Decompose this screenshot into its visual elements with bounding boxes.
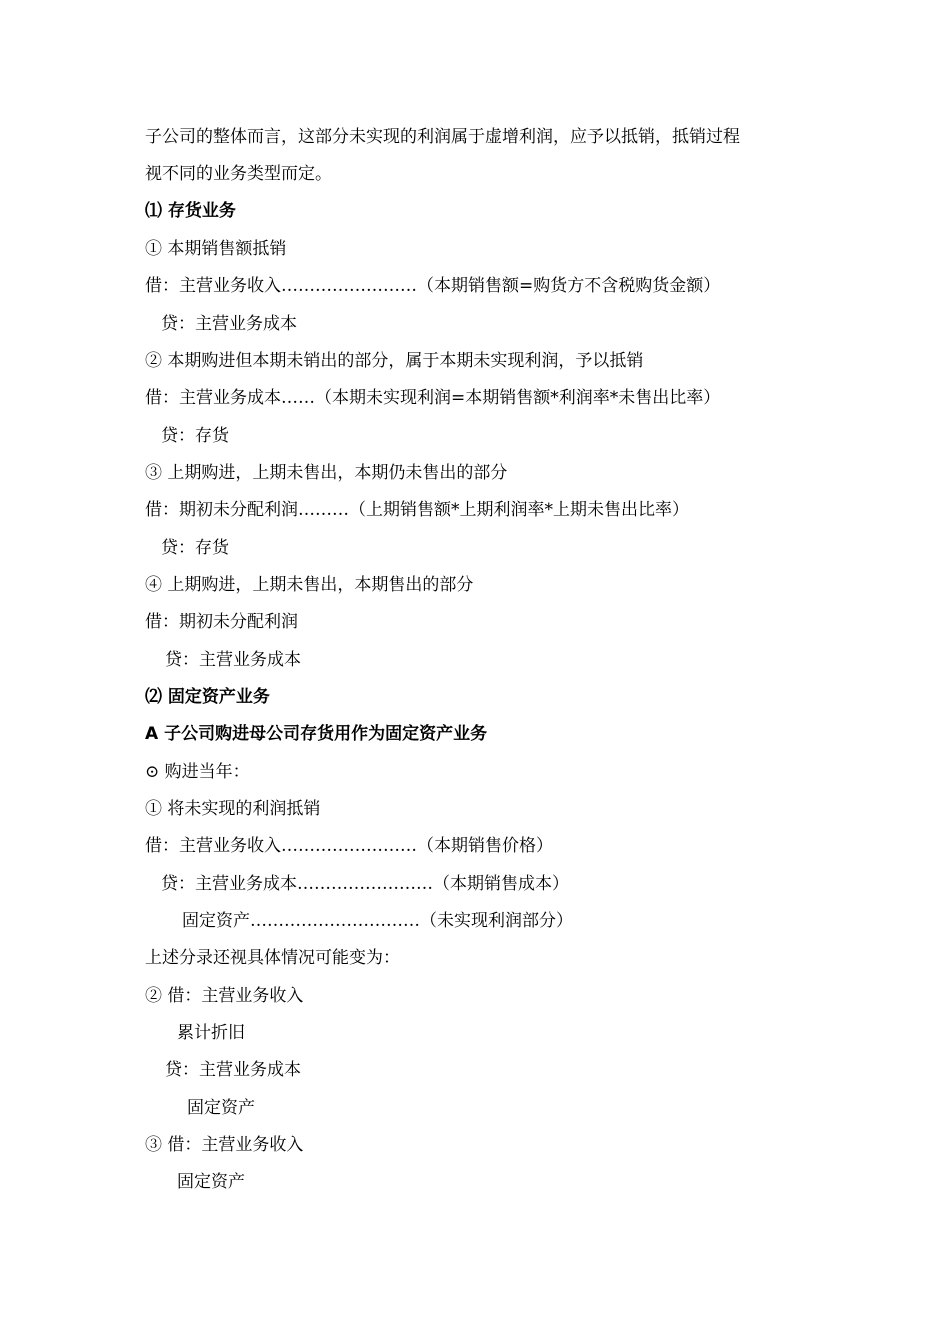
journal-entry-credit: 贷：存货: [161, 538, 229, 558]
text-line: ② 本期购进但本期未销出的部分，属于本期未实现利润，予以抵销: [145, 351, 644, 371]
journal-entry-credit: 贷：存货: [161, 426, 229, 446]
section-heading: ⑴ 存货业务: [145, 201, 236, 221]
text-line: 子公司的整体而言，这部分未实现的利润属于虚增利润，应予以抵销，抵销过程: [145, 127, 740, 147]
journal-entry-debit: 借：主营业务收入……………………（本期销售额=购货方不含税购货金额）: [145, 276, 721, 296]
journal-entry-debit: 累计折旧: [177, 1023, 245, 1043]
journal-entry-debit: ② 借：主营业务收入: [145, 986, 304, 1006]
text-line: ① 将未实现的利润抵销: [145, 799, 321, 819]
journal-entry-credit: 固定资产: [187, 1098, 255, 1118]
text-line: ④ 上期购进，上期未售出，本期售出的部分: [145, 575, 474, 595]
text-line: ③ 上期购进，上期未售出，本期仍未售出的部分: [145, 463, 508, 483]
journal-entry-credit: 固定资产…………………………（未实现利润部分）: [182, 911, 573, 931]
subsection-heading: A 子公司购进母公司存货用作为固定资产业务: [145, 724, 488, 744]
journal-entry-credit: 贷：主营业务成本……………………（本期销售成本）: [161, 874, 569, 894]
text-line: ① 本期销售额抵销: [145, 239, 287, 259]
journal-entry-debit: 借：主营业务收入……………………（本期销售价格）: [145, 836, 553, 856]
journal-entry-debit: ③ 借：主营业务收入: [145, 1135, 304, 1155]
journal-entry-debit: 固定资产: [177, 1172, 245, 1192]
text-line: 视不同的业务类型而定。: [145, 164, 332, 184]
section-heading: ⑵ 固定资产业务: [145, 687, 270, 707]
journal-entry-debit: 借：期初未分配利润: [145, 612, 298, 632]
journal-entry-credit: 贷：主营业务成本: [165, 1060, 301, 1080]
journal-entry-debit: 借：主营业务成本……（本期未实现利润=本期销售额*利润率*未售出比率）: [145, 388, 721, 408]
text-line: 上述分录还视具体情况可能变为：: [145, 948, 400, 968]
journal-entry-credit: 贷：主营业务成本: [165, 650, 301, 670]
journal-entry-credit: 贷：主营业务成本: [161, 314, 297, 334]
journal-entry-debit: 借：期初未分配利润………（上期销售额*上期利润率*上期未售出比率）: [145, 500, 689, 520]
text-line: ⊙ 购进当年：: [145, 762, 250, 782]
